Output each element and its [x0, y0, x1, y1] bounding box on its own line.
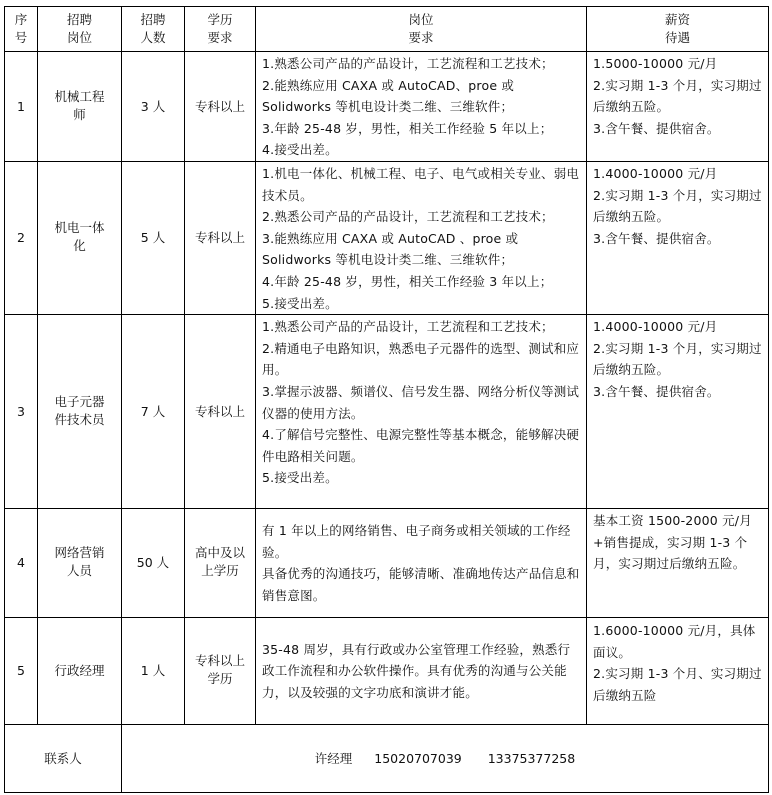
position-cell	[38, 509, 122, 618]
position-name: 行政经理	[54, 663, 105, 679]
salary-line: 2.实习期 1-3 个月，实习期过后缴纳五险。	[593, 77, 762, 115]
education-cell	[185, 618, 256, 725]
requirements-cell	[256, 315, 587, 509]
requirement-line: 3.年龄 25-48 岁，男性，相关工作经验 5 年以上；	[262, 120, 553, 136]
requirement-line: 1.熟悉公司产品的产品设计，工艺流程和工艺技术；	[262, 319, 554, 335]
salary-line: 1.4000-10000 元/月	[593, 165, 718, 181]
salary-line: 1.5000-10000 元/月	[593, 56, 718, 71]
contact-phone-2: 13375377258	[487, 750, 576, 766]
headcount-cell: 3 人	[122, 52, 185, 162]
requirements-cell	[256, 618, 587, 725]
education-text: 高中及以上学历	[194, 545, 245, 579]
position-cell	[38, 315, 122, 509]
position-name: 机电一体化	[54, 220, 105, 254]
salary-line: 1.6000-10000 元/月，具体面议。	[593, 623, 756, 660]
requirements-cell	[256, 52, 587, 162]
salary-cell	[587, 315, 769, 509]
table-row	[5, 618, 769, 725]
position-cell	[38, 618, 122, 725]
requirement-line: 4.了解信号完整性、电源完整性等基本概念，能够解决硬件电路相关问题。	[262, 427, 580, 464]
header-requirements: 岗位要求	[256, 7, 587, 52]
recruitment-table	[4, 6, 769, 793]
requirement-line: 5.接受出差。	[262, 470, 338, 486]
position-name: 机械工程师	[54, 88, 105, 122]
education-text: 专科以上	[194, 230, 245, 246]
header-education: 学历要求	[185, 7, 256, 52]
salary-cell	[587, 161, 769, 314]
education-text: 专科以上	[194, 403, 245, 419]
salary-line: 3.含午餐、提供宿舍。	[593, 230, 720, 246]
header-position: 招聘岗位	[38, 7, 122, 52]
education-text: 专科以上	[194, 98, 245, 114]
headcount-cell: 50 人	[122, 509, 185, 618]
requirement-line: 1.熟悉公司产品的产品设计，工艺流程和工艺技术；	[262, 56, 554, 71]
requirements-cell	[256, 509, 587, 618]
contact-label: 联系人	[5, 725, 122, 793]
requirement-line: 3.能熟练应用 CAXA 或 AutoCAD 、proe 或 Solidworks 等机电设计类二维、三维软件；	[262, 230, 519, 268]
row-number: 4	[5, 509, 38, 618]
header-count: 招聘人数	[122, 7, 185, 52]
row-number: 2	[5, 161, 38, 314]
position-name: 电子元器件技术员	[54, 393, 105, 427]
table-row	[5, 161, 769, 314]
education-cell	[185, 509, 256, 618]
row-number: 3	[5, 315, 38, 509]
requirement-line: 35-48 周岁，具有行政或办公室管理工作经验，熟悉行政工作流程和办公软件操作。具有优秀的沟通与公关能力，以及较强的文字功底和演讲才能。	[262, 641, 571, 700]
requirement-line: 4.接受出差。	[262, 142, 338, 158]
header-no: 序号	[5, 7, 38, 52]
requirement-line: 1.机电一体化、机械工程、电子、电气或相关专业、弱电技术员。	[262, 165, 580, 203]
salary-line: 基本工资 1500-2000 元/月+销售提成，实习期 1-3 个月，实习期过后缴纳五险。	[593, 513, 752, 572]
header-row	[5, 7, 769, 52]
requirements-cell	[256, 161, 587, 314]
table-row	[5, 509, 769, 618]
position-cell	[38, 161, 122, 314]
contact-row	[5, 725, 769, 793]
education-cell	[185, 161, 256, 314]
header-salary: 薪资待遇	[587, 7, 769, 52]
position-cell	[38, 52, 122, 162]
requirement-line: 有 1 年以上的网络销售、电子商务或相关领域的工作经验。	[262, 522, 571, 560]
requirement-line: 2.熟悉公司产品的产品设计，工艺流程和工艺技术；	[262, 209, 554, 225]
requirement-line: 5.接受出差。	[262, 295, 338, 311]
salary-line: 2.实习期 1-3 个月，实习期过后缴纳五险。	[593, 187, 762, 225]
requirement-line: 2.精通电子电路知识，熟悉电子元器件的选型、测试和应用。	[262, 340, 580, 378]
salary-cell	[587, 52, 769, 162]
requirement-line: 3.掌握示波器、频谱仪、信号发生器、网络分析仪等测试仪器的使用方法。	[262, 383, 580, 421]
contact-phone-1: 15020707039	[374, 750, 462, 766]
row-number: 1	[5, 52, 38, 162]
contact-info	[122, 725, 769, 793]
salary-line: 3.含午餐、提供宿舍。	[593, 120, 720, 136]
table-row	[5, 52, 769, 162]
education-text: 专科以上学历	[194, 653, 245, 687]
position-name: 网络营销人员	[54, 545, 105, 579]
table-row	[5, 315, 769, 509]
requirement-line: 具备优秀的沟通技巧，能够清晰、准确地传达产品信息和销售意图。	[262, 566, 580, 603]
salary-line: 2.实习期 1-3 个月，实习期过后缴纳五险。	[593, 340, 762, 378]
salary-line: 1.4000-10000 元/月	[593, 319, 718, 335]
row-number: 5	[5, 618, 38, 725]
requirement-line: 2.能熟练应用 CAXA 或 AutoCAD、proe 或 Solidworks 等机电设计类二维、三维软件；	[262, 77, 515, 115]
education-cell	[185, 52, 256, 162]
headcount-cell: 7 人	[122, 315, 185, 509]
salary-cell	[587, 618, 769, 725]
salary-line: 3.含午餐、提供宿舍。	[593, 383, 720, 399]
contact-name: 许经理	[314, 750, 353, 766]
education-cell	[185, 315, 256, 509]
headcount-cell: 1 人	[122, 618, 185, 725]
salary-cell	[587, 509, 769, 618]
headcount-cell: 5 人	[122, 161, 185, 314]
requirement-line: 4.年龄 25-48 岁，男性，相关工作经验 3 年以上；	[262, 273, 553, 289]
salary-line: 2.实习期 1-3 个月、实习期过后缴纳五险	[593, 666, 762, 703]
